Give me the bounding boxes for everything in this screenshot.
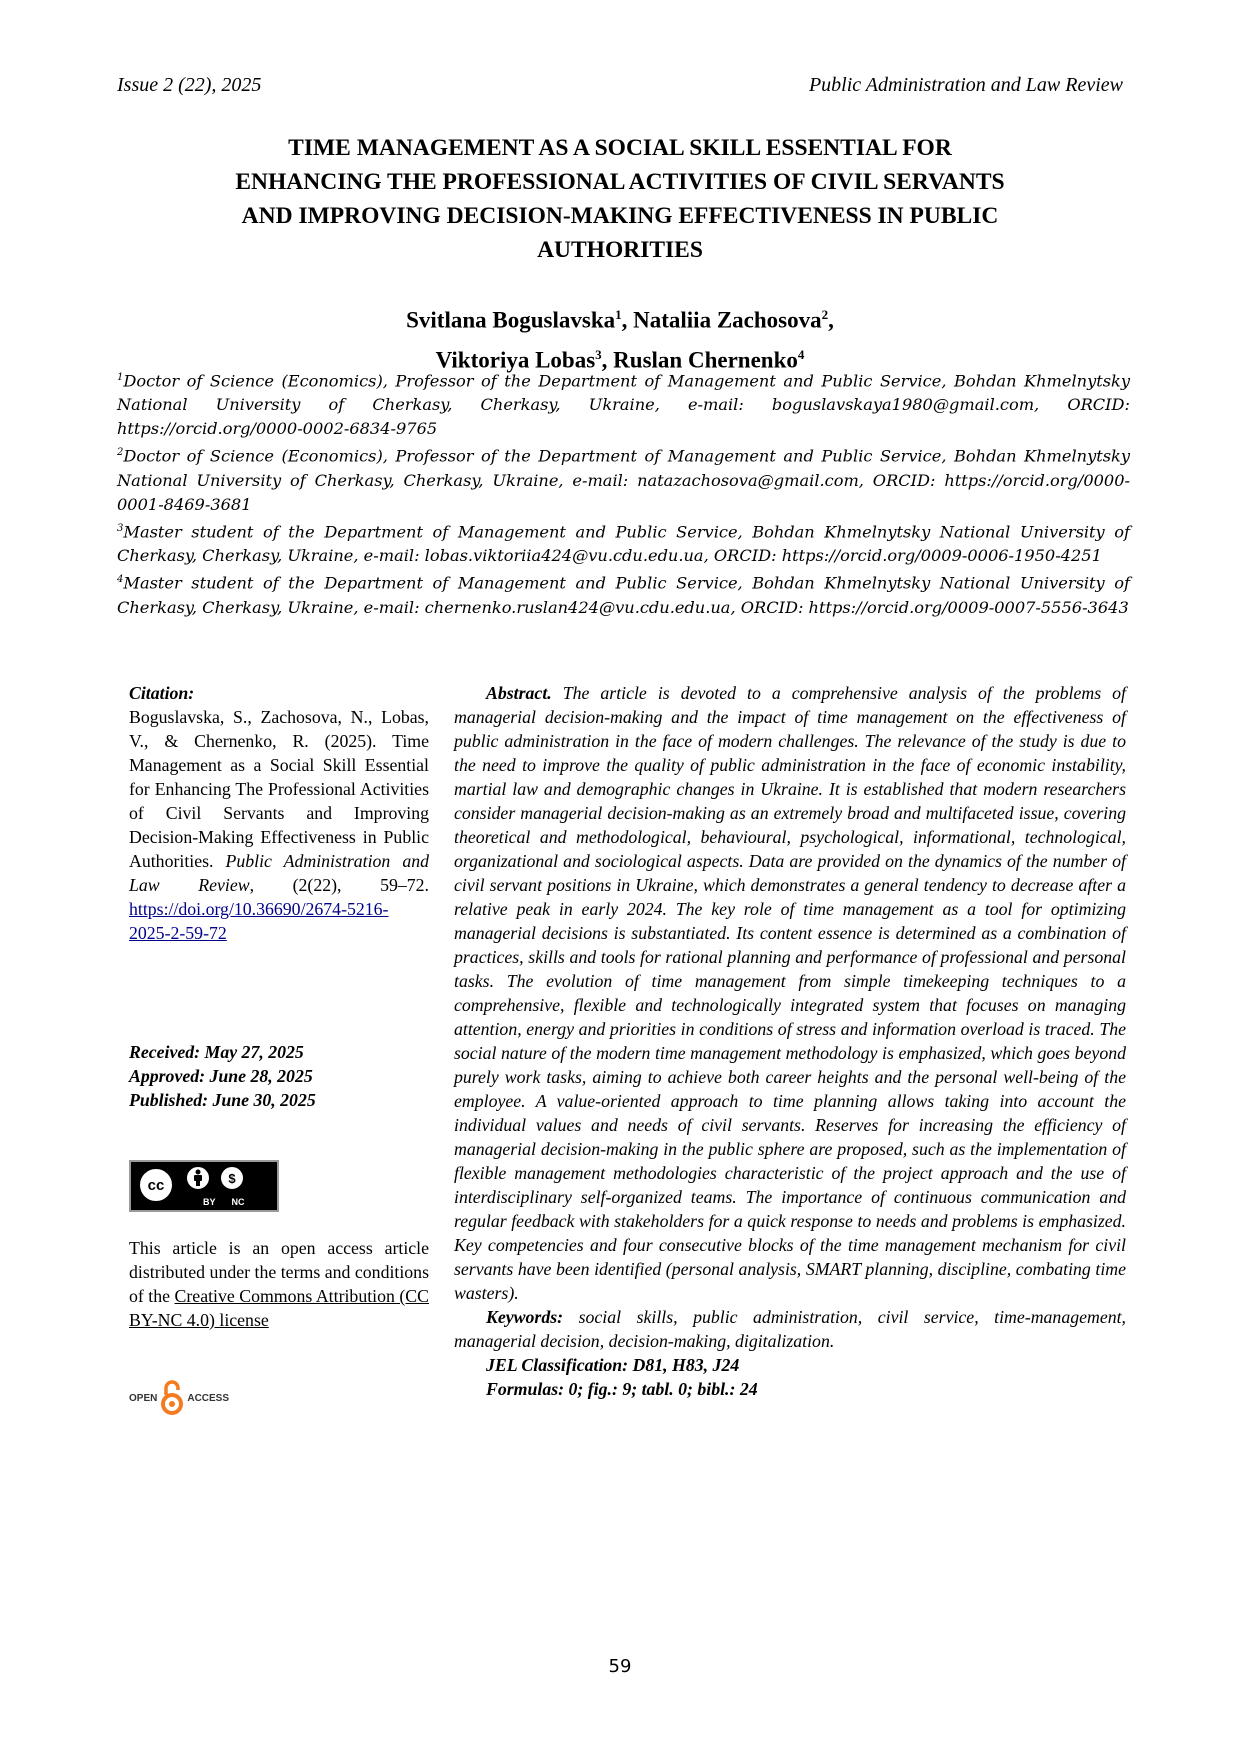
page-number: 59	[608, 1656, 632, 1677]
title-line: AND IMPROVING DECISION-MAKING EFFECTIVENESS IN PUBLIC	[241, 203, 999, 229]
attribution-person-icon	[185, 1165, 211, 1191]
affiliation	[117, 441, 1130, 516]
received-date: Received: May 27, 2025	[129, 1042, 304, 1062]
affiliation	[117, 517, 1130, 568]
citation-journal: Public Administration and Law Review	[129, 851, 429, 895]
published-date: Published: June 30, 2025	[129, 1090, 316, 1110]
keywords-text: social skills, public administration, civil service, time-management, managerial decision, decision-making, digitalization.	[454, 1307, 1127, 1351]
affiliation-text: Doctor of Science (Economics), Professor of the Department of Management and Public Service, Bohdan Khmelnytsky National University of Cherkasy, Cherkasy, Ukraine, e-mail: natazachosova@gmail.com, ORCID: https://orcid.org/0000-0001-8469-3681	[117, 446, 1130, 514]
author-affil-mark: 2	[821, 307, 829, 322]
formulas-count: Formulas: 0; fig.: 9; tabl. 0; bibl.: 24	[486, 1379, 758, 1399]
affiliation-text: Doctor of Science (Economics), Professor of the Department of Management and Public Service, Bohdan Khmelnytsky National University of Cherkasy, Cherkasy, Ukraine, e-mail: boguslavskaya1980@gmail.com, ORCID: https://orcid.org/0000-0002-6834-9765	[117, 371, 1130, 439]
citation-text	[129, 705, 429, 945]
affiliation-mark: 3	[117, 522, 124, 534]
non-commercial-dollar-icon: $	[219, 1165, 245, 1191]
issue-label: Issue 2 (22), 2025	[117, 74, 262, 96]
keywords-label: Keywords:	[486, 1307, 564, 1327]
affiliation-mark: 4	[117, 574, 124, 586]
affiliation-mark: 2	[117, 447, 124, 459]
cc-by-nc-badge[interactable]	[129, 1160, 279, 1212]
doi-link[interactable]: https://doi.org/10.36690/2674-5216-2025-2-59-72	[129, 899, 389, 943]
approved-date: Approved: June 28, 2025	[129, 1066, 313, 1086]
affiliation-text: Master student of the Department of Management and Public Service, Bohdan Khmelnytsky National University of Cherkasy, Cherkasy, Ukraine, e-mail: lobas.viktoriia424@vu.cdu.edu.ua, ORCID: https://orcid.org/0009-0006-1950-4251	[117, 522, 1130, 566]
open-access-logo	[129, 1378, 229, 1418]
citation-block	[129, 681, 429, 945]
abstract-text: The article is devoted to a comprehensive analysis of the problems of managerial decision-making and the impact of time management on the effectiveness of public administration in the face of modern challenges. The relevance of the study is due to the need to improve the quality of public administration in the face of economic instability, martial law and demographic changes in Ukraine. It is established that modern researchers consider managerial decision-making as an extremely broad and multifaceted issue, covering theoretical and methodological, behavioural, psychological, informational, technological, organizational and sociological aspects. Data are provided on the dynamics of the number of civil servant positions in Ukraine, which demonstrates a general tendency to decrease after a relative peak in early 2024. The key role of time management as a tool for optimizing managerial decisions is substantiated. Its content essence is determined as a combination of practices, skills and tools for rational planning and performance of professional and personal tasks. The evolution of time management from simple timekeeping techniques to a comprehensive, flexible and technologically integrated system that focuses on managing attention, energy and priorities in conditions of stress and information overload is traced. The social nature of the modern time management methodology is emphasized, which goes beyond purely work tasks, aiming to achieve both career heights and the personal well-being of the employee. A value-oriented approach to time planning allows taking into account the individual values and needs of civil servants. Reserves for increasing the efficiency of managerial decision-making in the public sphere are proposed, such as the implementation of flexible management methodologies characteristic of the project approach and the use of interdisciplinary self-organized teams. The importance of continuous communication and regular feedback with stakeholders for a quick response to needs and problems is emphasized. Key competencies and four consecutive blocks of the time management mechanism for civil servants have been identified (personal analysis, SMART planning, discipline, combating time wasters).	[454, 683, 1126, 1303]
nc-label: NC	[231, 1197, 245, 1207]
license-link[interactable]: Creative Commons Attribution (CC BY-NC 4.0) license	[129, 1286, 429, 1330]
affiliation	[117, 366, 1130, 441]
journal-name: Public Administration and Law Review	[808, 74, 1123, 96]
abstract	[454, 681, 1126, 1305]
abstract-block	[454, 681, 1126, 1401]
author-name: Svitlana Boguslavska	[406, 307, 616, 333]
open-access-right: ACCESS	[187, 1392, 230, 1404]
license-statement	[129, 1236, 429, 1332]
open-access-left: OPEN	[129, 1392, 158, 1404]
author-affil-mark: 3	[595, 346, 602, 362]
keywords	[454, 1305, 1126, 1353]
citation-volume: , (2(22), 59–72.	[249, 875, 429, 895]
affiliation-text: Master student of the Department of Management and Public Service, Bohdan Khmelnytsky National University of Cherkasy, Cherkasy, Ukraine, e-mail: chernenko.ruslan424@vu.cdu.edu.ua, ORCID: https://orcid.org/0009-0007-5556-3643	[117, 573, 1130, 617]
affiliations	[117, 366, 1130, 620]
author-name: Viktoriya Lobas	[435, 347, 596, 373]
author-name: Ruslan Chernenko	[613, 347, 798, 373]
author-affil-mark: 4	[797, 346, 805, 362]
author-affil-mark: 1	[615, 307, 622, 322]
citation-label: Citation:	[129, 683, 195, 703]
running-header	[117, 74, 1123, 97]
affiliation	[117, 568, 1130, 619]
title-line: AUTHORITIES	[537, 237, 703, 263]
jel-classification: JEL Classification: D81, H83, J24	[486, 1355, 740, 1375]
article-title	[117, 131, 1123, 267]
by-label: BY	[203, 1197, 216, 1207]
author-name: Nataliia Zachosova	[633, 307, 822, 333]
affiliation-mark: 1	[117, 372, 124, 383]
license-text: This article is an open access article distributed under the terms and conditions of the	[129, 1238, 429, 1306]
abstract-label: Abstract.	[486, 683, 552, 703]
author-list: Svitlana Boguslavska$^1$, Nataliia Zachosova$^2$, Viktoriya Lobas$^3$, Ruslan Chernenko$^4$	[406, 307, 834, 373]
open-lock-icon	[159, 1379, 185, 1418]
citation-reference: Boguslavska, S., Zachosova, N., Lobas, V., & Chernenko, R. (2025). Time Management as a Social Skill Essential for Enhancing The Professional Activities of Civil Servants and Improving Decision-Making Effectiveness in Public Authorities.	[129, 707, 429, 871]
cc-icon: cc	[137, 1166, 175, 1204]
title-line: ENHANCING THE PROFESSIONAL ACTIVITIES OF CIVIL SERVANTS	[235, 169, 1005, 195]
title-line: TIME MANAGEMENT AS A SOCIAL SKILL ESSENTIAL FOR	[288, 135, 952, 161]
publication-dates	[129, 1040, 429, 1112]
